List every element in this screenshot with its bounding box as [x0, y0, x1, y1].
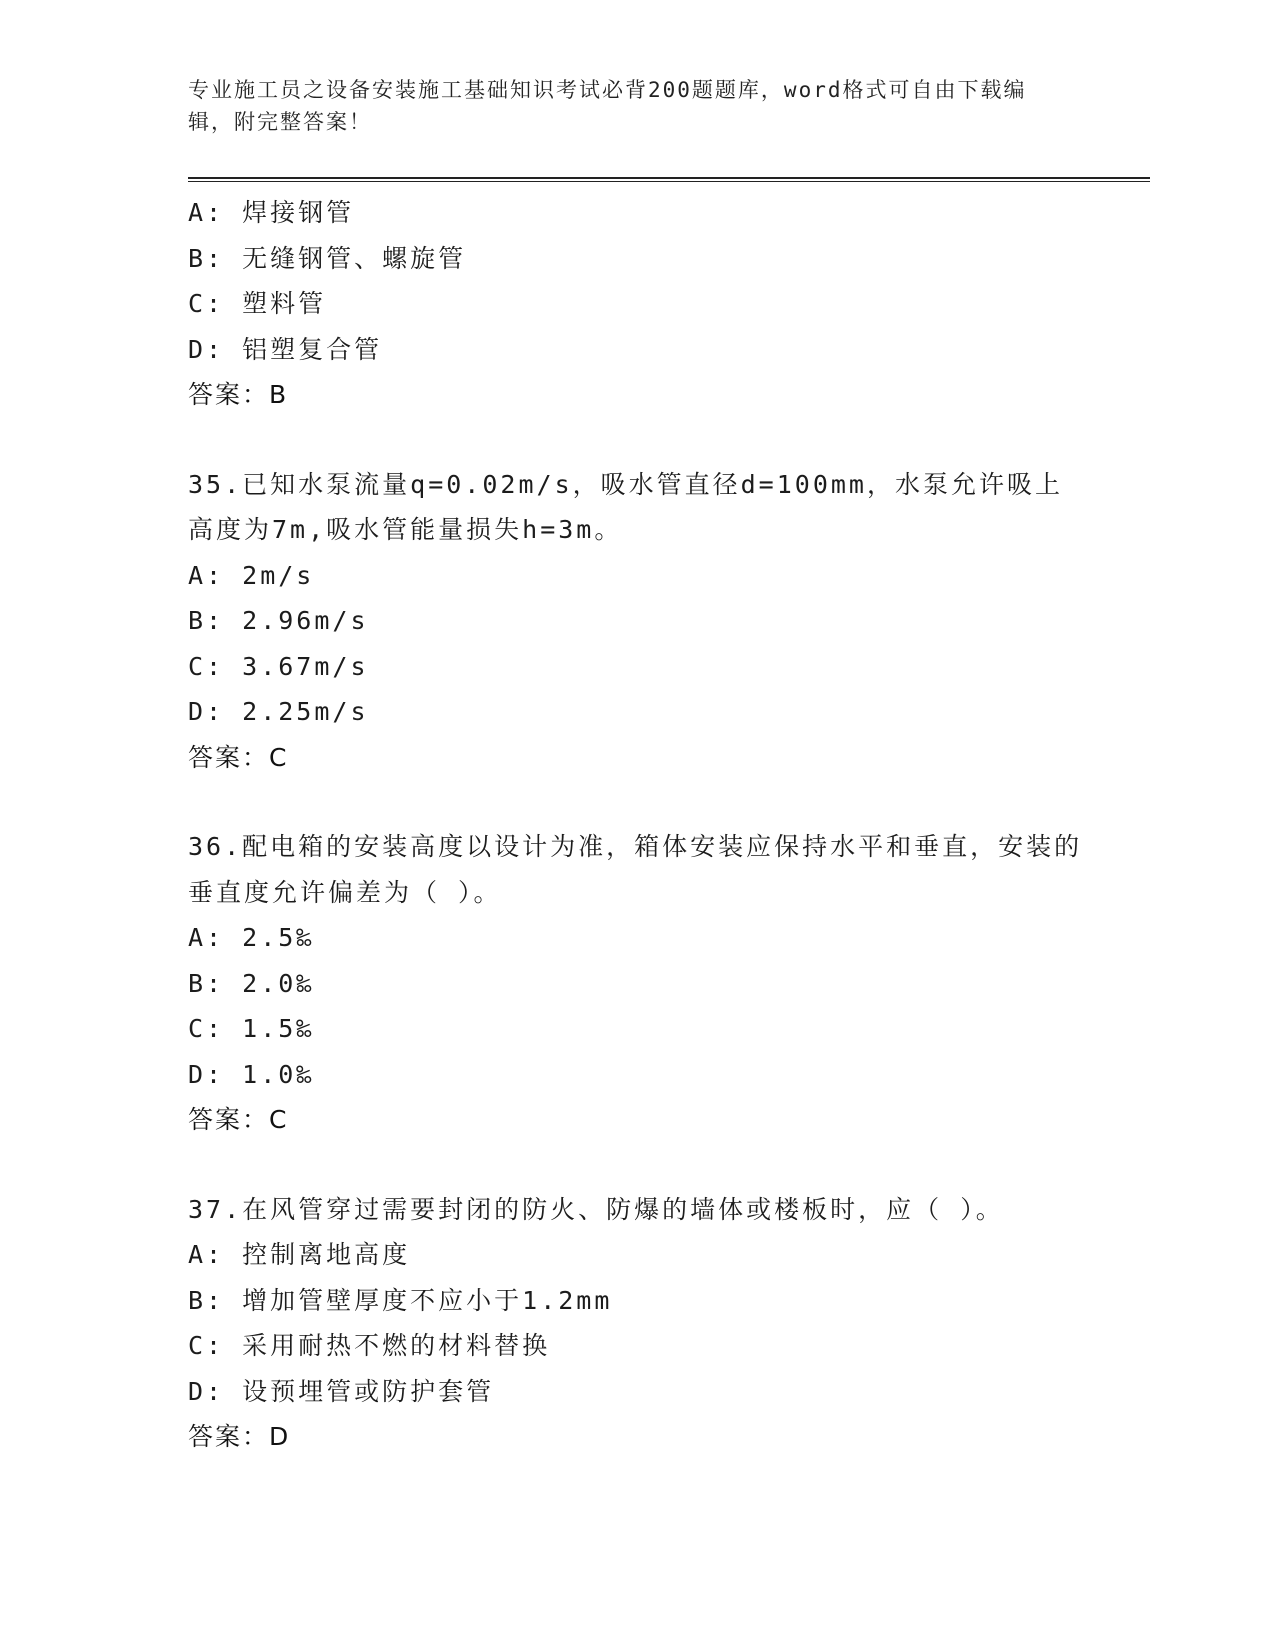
option-d: D: 设预埋管或防护套管 [188, 1376, 495, 1406]
answer-line: 答案：C [188, 742, 289, 772]
question-34-tail [188, 190, 1088, 418]
option-a: A: 2.5‰ [188, 923, 315, 952]
option-b: B: 2.96m/s [188, 606, 369, 635]
option-a: A: 2m/s [188, 560, 315, 590]
option-b: B: 无缝钢管、螺旋管 [188, 243, 467, 273]
option-c: C: 3.67m/s [188, 651, 369, 681]
option-a: A: 焊接钢管 [188, 198, 355, 227]
answer-line: 答案：C [188, 1105, 289, 1134]
header-divider [188, 177, 1150, 182]
option-c: C: 采用耐热不燃的材料替换 [188, 1331, 551, 1360]
option-b: B: 2.0‰ [188, 968, 315, 998]
question-text: 35.已知水泵流量q=0.02m/s，吸水管直径d=100mm，水泵允许吸上高度为7m,吸水管能量损失h=3m。 [188, 469, 1063, 544]
option-d: D: 1.0‰ [188, 1059, 315, 1089]
option-d: D: 铝塑复合管 [188, 334, 383, 364]
option-d: D: 2.25m/s [188, 697, 369, 726]
question-text: 36.配电箱的安装高度以设计为准，箱体安装应保持水平和垂直，安装的垂直度允许偏差为（ ）。 [188, 832, 1083, 907]
document-header: 专业施工员之设备安装施工基础知识考试必背200题题库，word格式可自由下载编辑，附完整答案！ [188, 78, 1027, 134]
option-c: C: 1.5‰ [188, 1014, 315, 1043]
option-c: C: 塑料管 [188, 289, 327, 318]
option-a: A: 控制离地高度 [188, 1240, 411, 1269]
question-35 [188, 462, 1088, 781]
question-text: 37.在风管穿过需要封闭的防火、防爆的墙体或楼板时，应（ ）。 [188, 1194, 1004, 1224]
answer-line: 答案：B [188, 380, 289, 409]
question-37 [188, 1187, 1088, 1460]
document-body [188, 190, 1088, 1460]
answer-line: 答案：D [188, 1422, 291, 1451]
option-b: B: 增加管壁厚度不应小于1.2mm [188, 1285, 613, 1315]
question-36 [188, 824, 1088, 1143]
